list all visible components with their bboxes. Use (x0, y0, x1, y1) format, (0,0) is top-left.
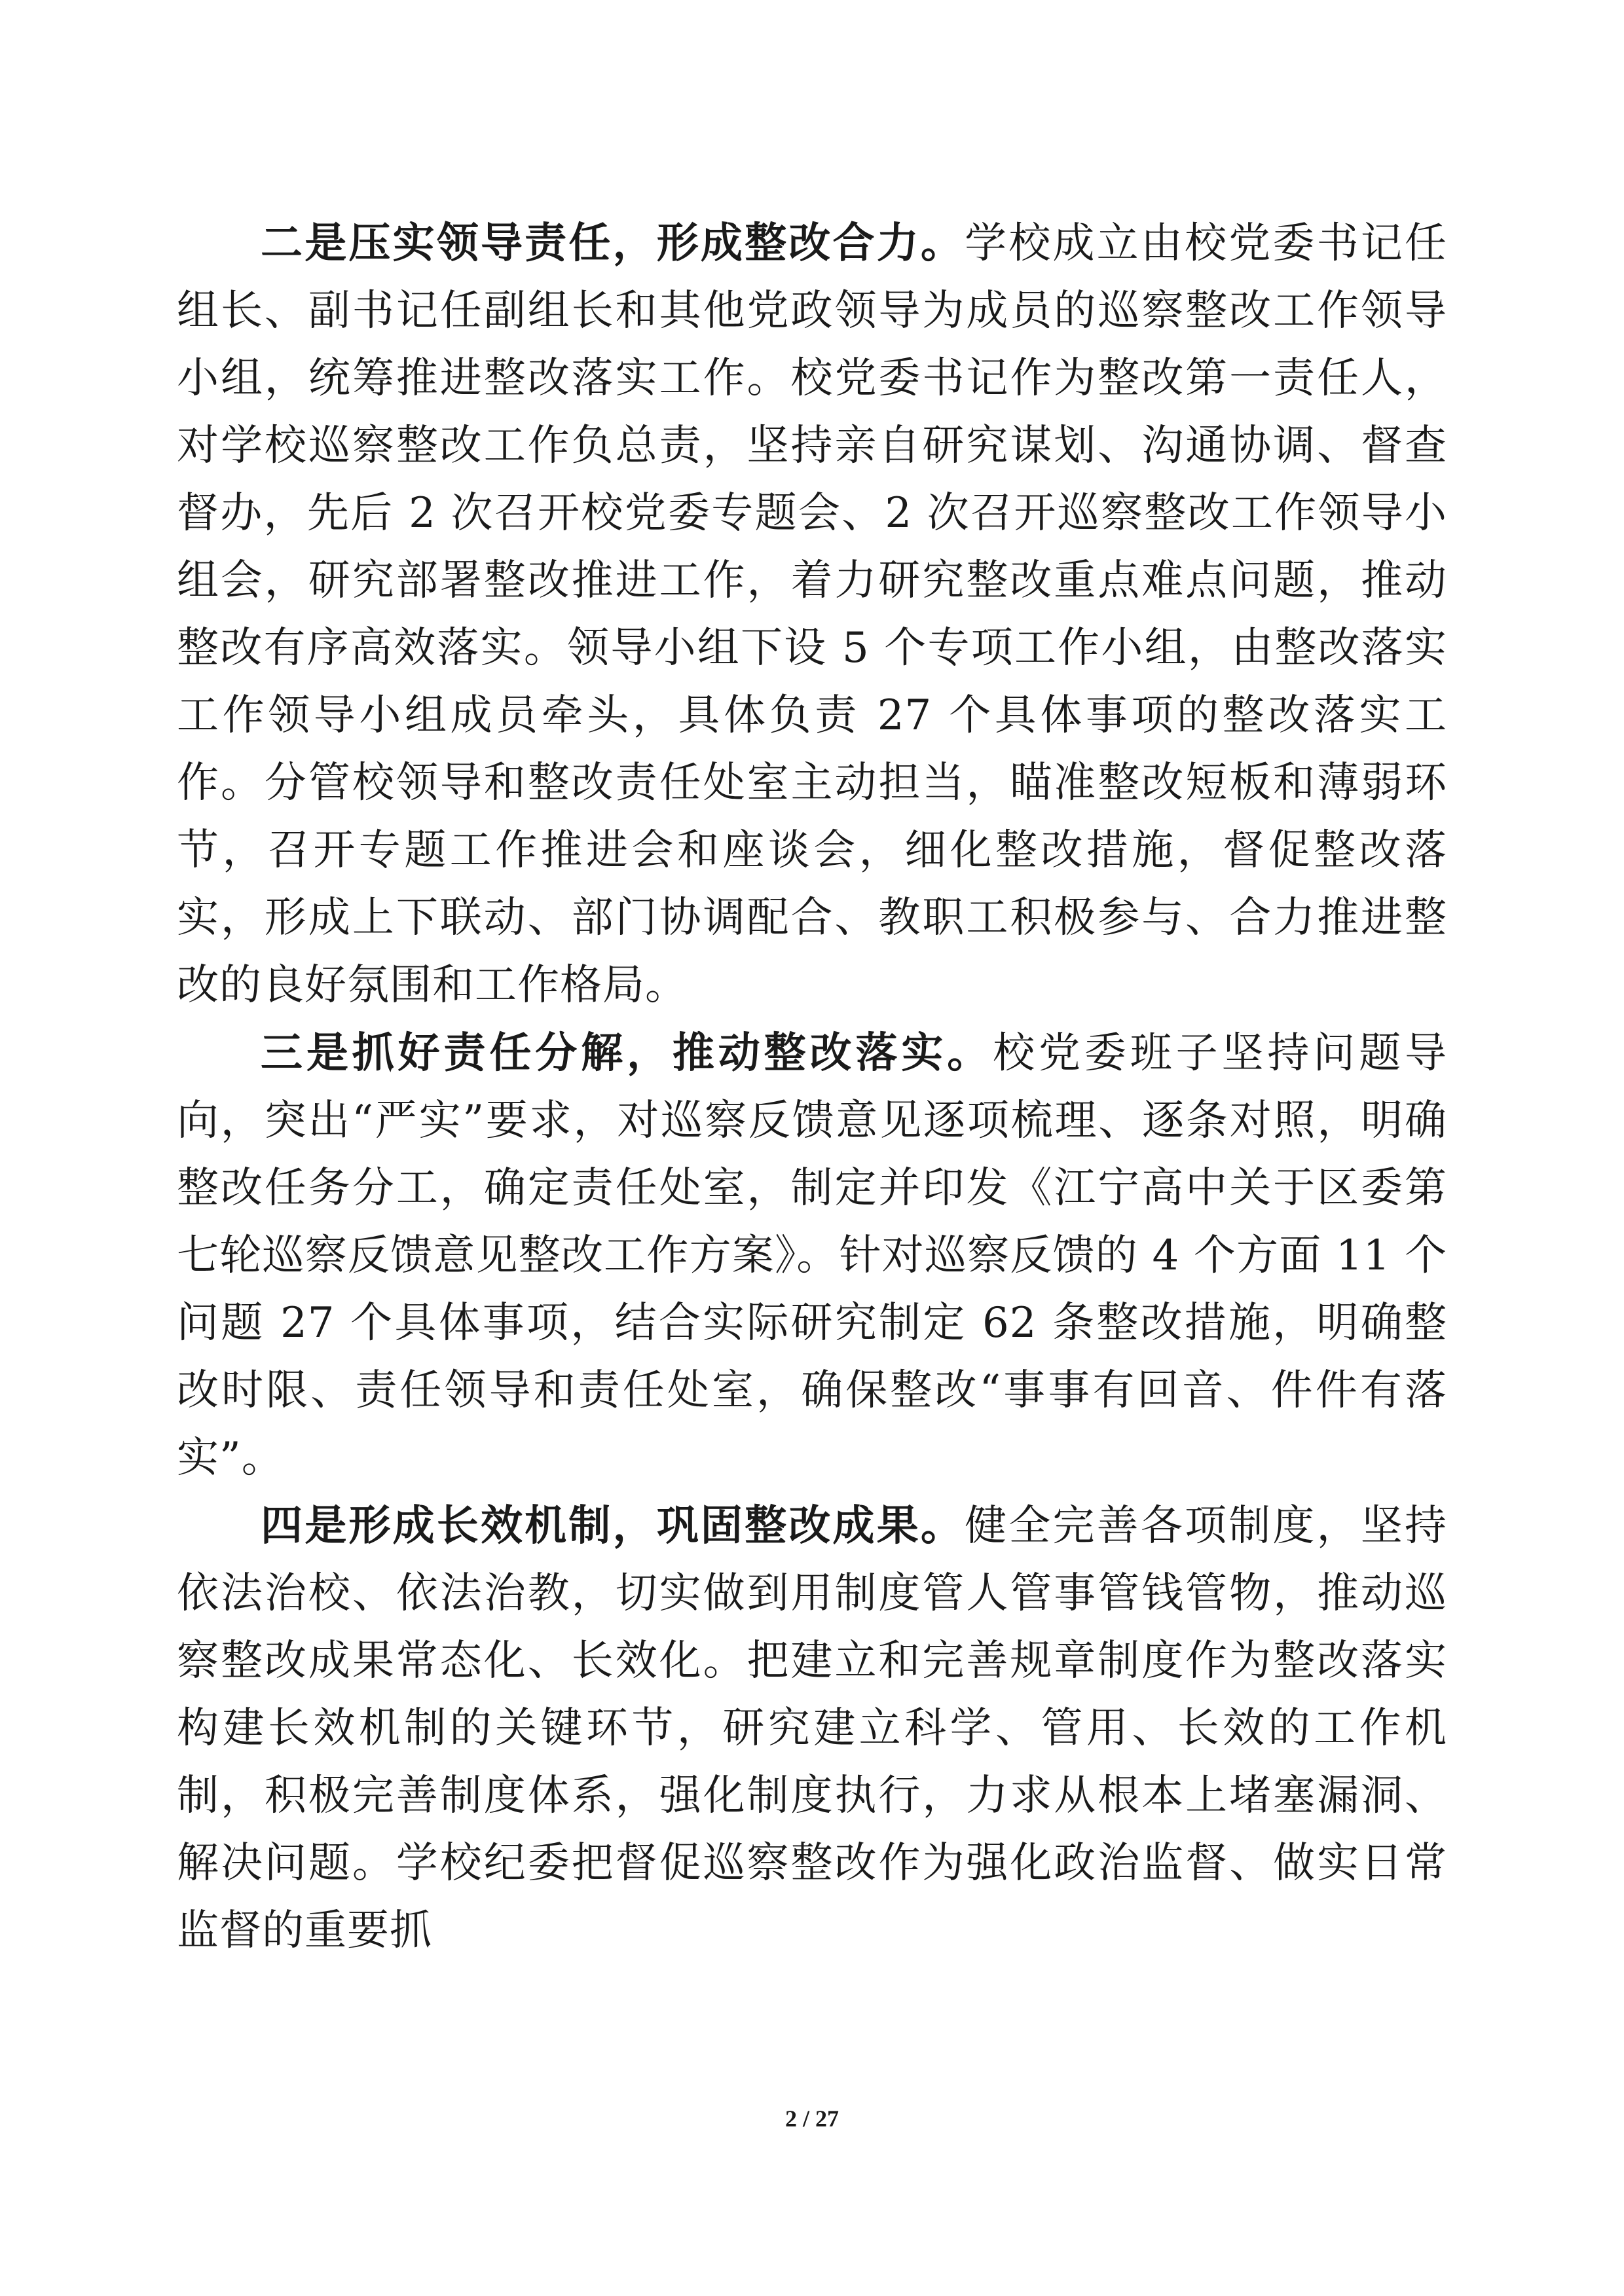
document-body (177, 210, 1447, 1965)
paragraph-lead: 二是压实领导责任，形成整改合力。 (261, 219, 965, 268)
paragraph-text: 学校成立由校党委书记任组长、副书记任副组长和其他党政领导为成员的巡察整改工作领导小组，统筹推进整改落实工作。校党委书记作为整改第一责任人，对学校巡察整改工作负总责，坚持亲自研究谋划、沟通协调、督查督办，先后 2 次召开校党委专题会、2 次召开巡察整改工作领导小组会，研究部署整改推进工作，着力研究整改重点难点问题，推动整改有序高效落实。领导小组下设 5 个专项工作小组，由整改落实工作领导小组成员牵头，具体负责 27 个具体事项的整改落实工作。分管校领导和整改责任处室主动担当，瞄准整改短板和薄弱环节，召开专题工作推进会和座谈会，细化整改措施，督促整改落实，形成上下联动、部门协调配合、教职工积极参与、合力推进整改的良好氛围和工作格局。 (177, 219, 1448, 1010)
paragraph-leadership-responsibility (177, 210, 1447, 1019)
paragraph-responsibility-breakdown (177, 1019, 1447, 1492)
paragraph-text: 校党委班子坚持问题导向，突出“严实”要求，对巡察反馈意见逐项梳理、逐条对照，明确整改任务分工，确定责任处室，制定并印发《江宁高中关于区委第七轮巡察反馈意见整改工作方案》。针对巡察反馈的 4 个方面 11 个问题 27 个具体事项，结合实际研究制定 62 条整改措施，明确整改时限、责任领导和责任处室，确保整改“事事有回音、件件有落实”。 (177, 1029, 1447, 1482)
paragraph-lead: 四是形成长效机制，巩固整改成果。 (261, 1501, 965, 1550)
page-number: 2 / 27 (784, 2105, 839, 2132)
paragraph-text: 健全完善各项制度，坚持依法治校、依法治教，切实做到用制度管人管事管钱管物，推动巡察整改成果常态化、长效化。把建立和完善规章制度作为整改落实构建长效机制的关键环节，研究建立科学、管用、长效的工作机制，积极完善制度体系，强化制度执行，力求从根本上堵塞漏洞、解决问题。学校纪委把督促巡察整改作为强化政治监督、做实日常监督的重要抓 (177, 1502, 1448, 1955)
paragraph-lead: 三是抓好责任分解，推动整改落实。 (261, 1029, 993, 1078)
paragraph-long-term-mechanism (177, 1492, 1447, 1965)
